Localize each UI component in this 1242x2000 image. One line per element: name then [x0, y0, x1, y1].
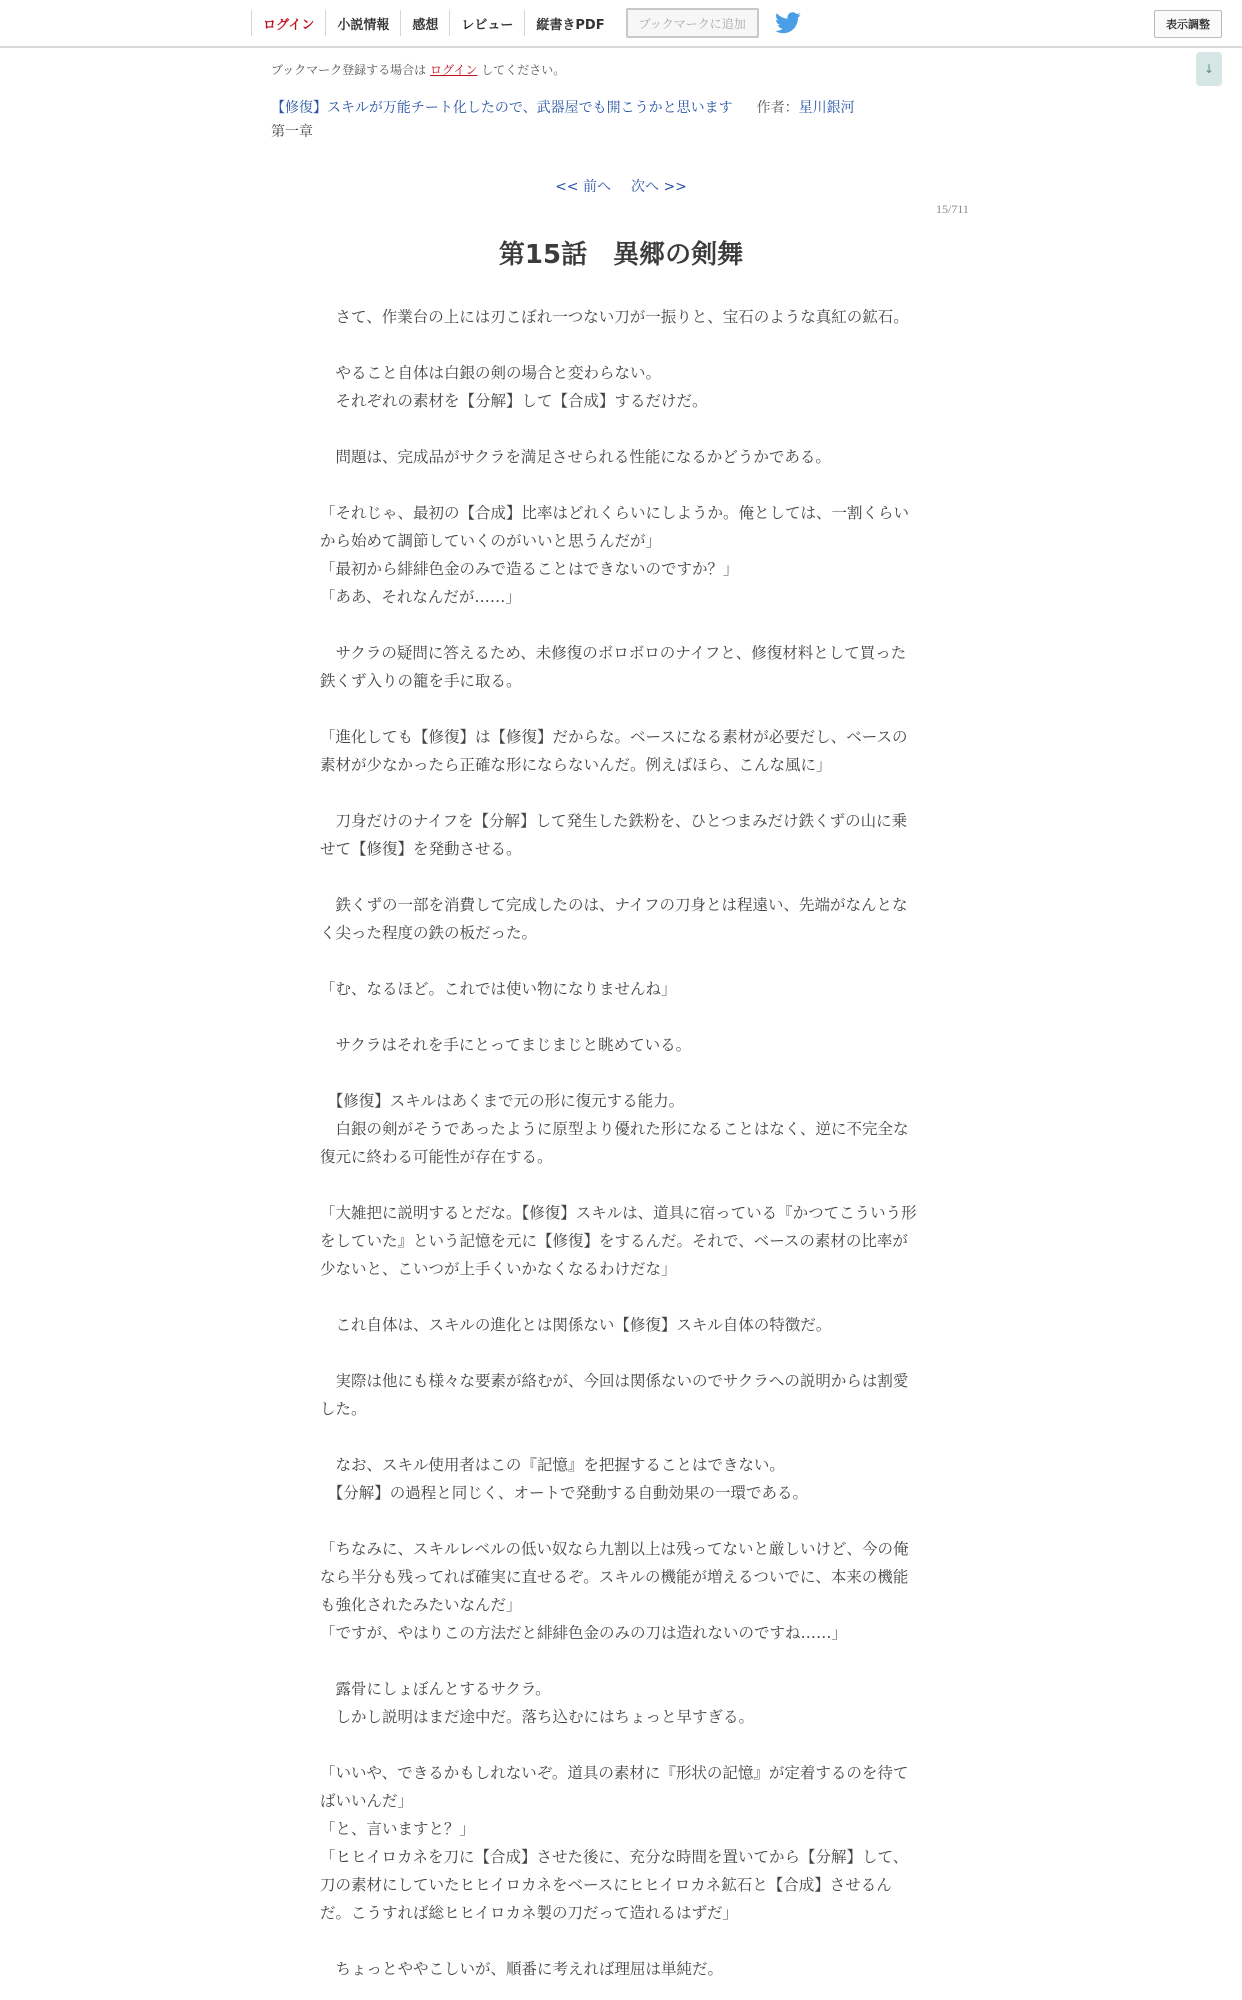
header-nav	[251, 0, 803, 46]
prev-episode-link[interactable]: << 前へ	[555, 179, 611, 195]
body-paragraph: 実際は他にも様々な要素が絡むが、今回は関係ないのでサクラへの説明からは割愛した。	[320, 1372, 909, 1418]
body-paragraph: 白銀の剣がそうであったように原型より優れた形になることはなく、逆に不完全な復元に終わる可能性が存在する。	[320, 1120, 909, 1166]
body-paragraph	[320, 1423, 918, 1451]
notice-text-before: ブックマーク登録する場合は	[271, 63, 430, 77]
body-paragraph: 刀身だけのナイフを【分解】して発生した鉄粉を、ひとつまみだけ鉄くずの山に乗せて【修復】を発動させる。	[320, 812, 908, 858]
author-link[interactable]: 星川銀河	[798, 100, 855, 116]
top-header	[0, 0, 1242, 48]
body-paragraph	[320, 863, 918, 891]
body-paragraph	[320, 471, 918, 499]
body-paragraph	[320, 1283, 918, 1311]
body-paragraph: やること自体は白銀の剣の場合と変わらない。	[320, 364, 662, 382]
body-paragraph	[320, 779, 918, 807]
nav-novel-info-link[interactable]: 小説情報	[325, 10, 400, 36]
bookmark-login-notice	[271, 61, 565, 78]
body-paragraph: しかし説明はまだ途中だ。落ち込むにはちょっと早すぎる。	[320, 1708, 755, 1726]
body-paragraph	[320, 415, 918, 443]
nav-vertical-pdf-link[interactable]: 縦書きPDF	[524, 10, 615, 36]
display-settings-button[interactable]: 表示調整	[1154, 10, 1222, 38]
nav-login-link[interactable]: ログイン	[251, 10, 325, 36]
body-paragraph: 「進化しても【修復】は【修復】だからな。ベースになる素材が必要だし、ベースの素材が少なかったら正確な形にならないんだ。例えばほら、こんな風に」	[320, 728, 908, 774]
body-paragraph: 【分解】の過程と同じく、オートで発動する自動効果の一環である。	[320, 1484, 808, 1502]
body-paragraph: 問題は、完成品がサクラを満足させられる性能になるかどうかである。	[320, 448, 831, 466]
body-paragraph	[320, 1059, 918, 1087]
body-paragraph: 【修復】スキルはあくまで元の形に復元する能力。	[320, 1092, 685, 1110]
body-paragraph: 「ヒヒイロカネを刀に【合成】させた後に、充分な時間を置いてから【分解】して、刀の素材にしていたヒヒイロカネをベースにヒヒイロカネ鉱石と【合成】させるんだ。こうすれば総ヒヒイロカネ製の刀だって造れるはずだ」	[320, 1848, 909, 1922]
body-paragraph: 「ですが、やはりこの方法だと緋緋色金のみの刀は造れないのですね……」	[320, 1624, 848, 1642]
body-paragraph	[320, 1003, 918, 1031]
body-paragraph: 「と、言いますと？」	[320, 1820, 476, 1838]
author-label: 作者：	[756, 100, 799, 116]
body-paragraph: さて、作業台の上には刃こぼれ一つない刀が一振りと、宝石のような真紅の鉱石。	[320, 308, 909, 326]
body-paragraph: なお、スキル使用者はこの『記憶』を把握することはできない。	[320, 1456, 785, 1474]
episode-pager	[0, 176, 1242, 196]
body-paragraph: 「大雑把に説明するとだな。【修復】スキルは、道具に宿っている『かつてこういう形をしていた』という記憶を元に【修復】をするんだ。それで、ベースの素材の比率が少ないと、こいつが上手くいかなくなるわけだな」	[320, 1204, 917, 1278]
body-paragraph	[320, 947, 918, 975]
episode-count: 15/711	[936, 202, 969, 216]
body-paragraph	[320, 1647, 918, 1675]
body-paragraph	[320, 611, 918, 639]
episode-title: 第15話 異郷の剣舞	[498, 240, 744, 270]
body-paragraph	[320, 1927, 918, 1955]
body-paragraph	[320, 331, 918, 359]
body-paragraph: 「ああ、それなんだが……」	[320, 588, 521, 606]
body-paragraph: サクラの疑問に答えるため、未修復のボロボロのナイフと、修復材料として買った鉄くず入りの籠を手に取る。	[320, 644, 907, 690]
notice-text-after: してください。	[477, 63, 566, 77]
body-paragraph: 「それじゃ、最初の【合成】比率はどれくらいにしようか。俺としては、一割くらいから始めて調節していくのがいいと思うんだが」	[320, 504, 910, 550]
body-paragraph: サクラはそれを手にとってまじまじと眺めている。	[320, 1036, 692, 1054]
nav-impressions-link[interactable]: 感想	[400, 10, 449, 36]
add-bookmark-button[interactable]: ブックマークに追加	[626, 8, 759, 38]
nav-review-link[interactable]: レビュー	[449, 10, 524, 36]
body-paragraph: それぞれの素材を【分解】して【合成】するだけだ。	[320, 392, 708, 410]
body-paragraph: 「む、なるほど。これでは使い物になりませんね」	[320, 980, 677, 998]
scroll-down-button[interactable]: ↓	[1196, 52, 1222, 86]
body-paragraph	[320, 695, 918, 723]
episode-body	[320, 303, 918, 1983]
next-episode-link[interactable]: 次へ >>	[631, 179, 687, 195]
body-paragraph: 鉄くずの一部を消費して完成したのは、ナイフの刀身とは程遠い、先端がなんとなく尖った程度の鉄の板だった。	[320, 896, 908, 942]
body-paragraph: 「いいや、できるかもしれないぞ。道具の素材に『形状の記憶』が定着するのを待てばいいんだ」	[320, 1764, 909, 1810]
novel-info-line	[271, 97, 855, 117]
body-paragraph	[320, 1171, 918, 1199]
body-paragraph: これ自体は、スキルの進化とは関係ない【修復】スキル自体の特徴だ。	[320, 1316, 832, 1334]
body-paragraph: 「最初から緋緋色金のみで造ることはできないのですか？」	[320, 560, 739, 578]
body-paragraph	[320, 1507, 918, 1535]
notice-login-link[interactable]: ログイン	[429, 63, 478, 77]
body-paragraph: ちょっとややこしいが、順番に考えれば理屈は単純だ。	[320, 1960, 724, 1978]
novel-title-link[interactable]: 【修復】スキルが万能チート化したので、武器屋でも開こうかと思います	[271, 100, 733, 116]
body-paragraph	[320, 1339, 918, 1367]
twitter-bird-icon[interactable]	[775, 11, 803, 35]
chapter-title: 第一章	[271, 124, 313, 140]
body-paragraph: 「ちなみに、スキルレベルの低い奴なら九割以上は残ってないと厳しいけど、今の俺なら半分も残ってれば確実に直せるぞ。スキルの機能が増えるついでに、本来の機能も強化されたみたいなんだ」	[320, 1540, 909, 1614]
body-paragraph: 露骨にしょぼんとするサクラ。	[320, 1680, 551, 1698]
body-paragraph	[320, 1731, 918, 1759]
